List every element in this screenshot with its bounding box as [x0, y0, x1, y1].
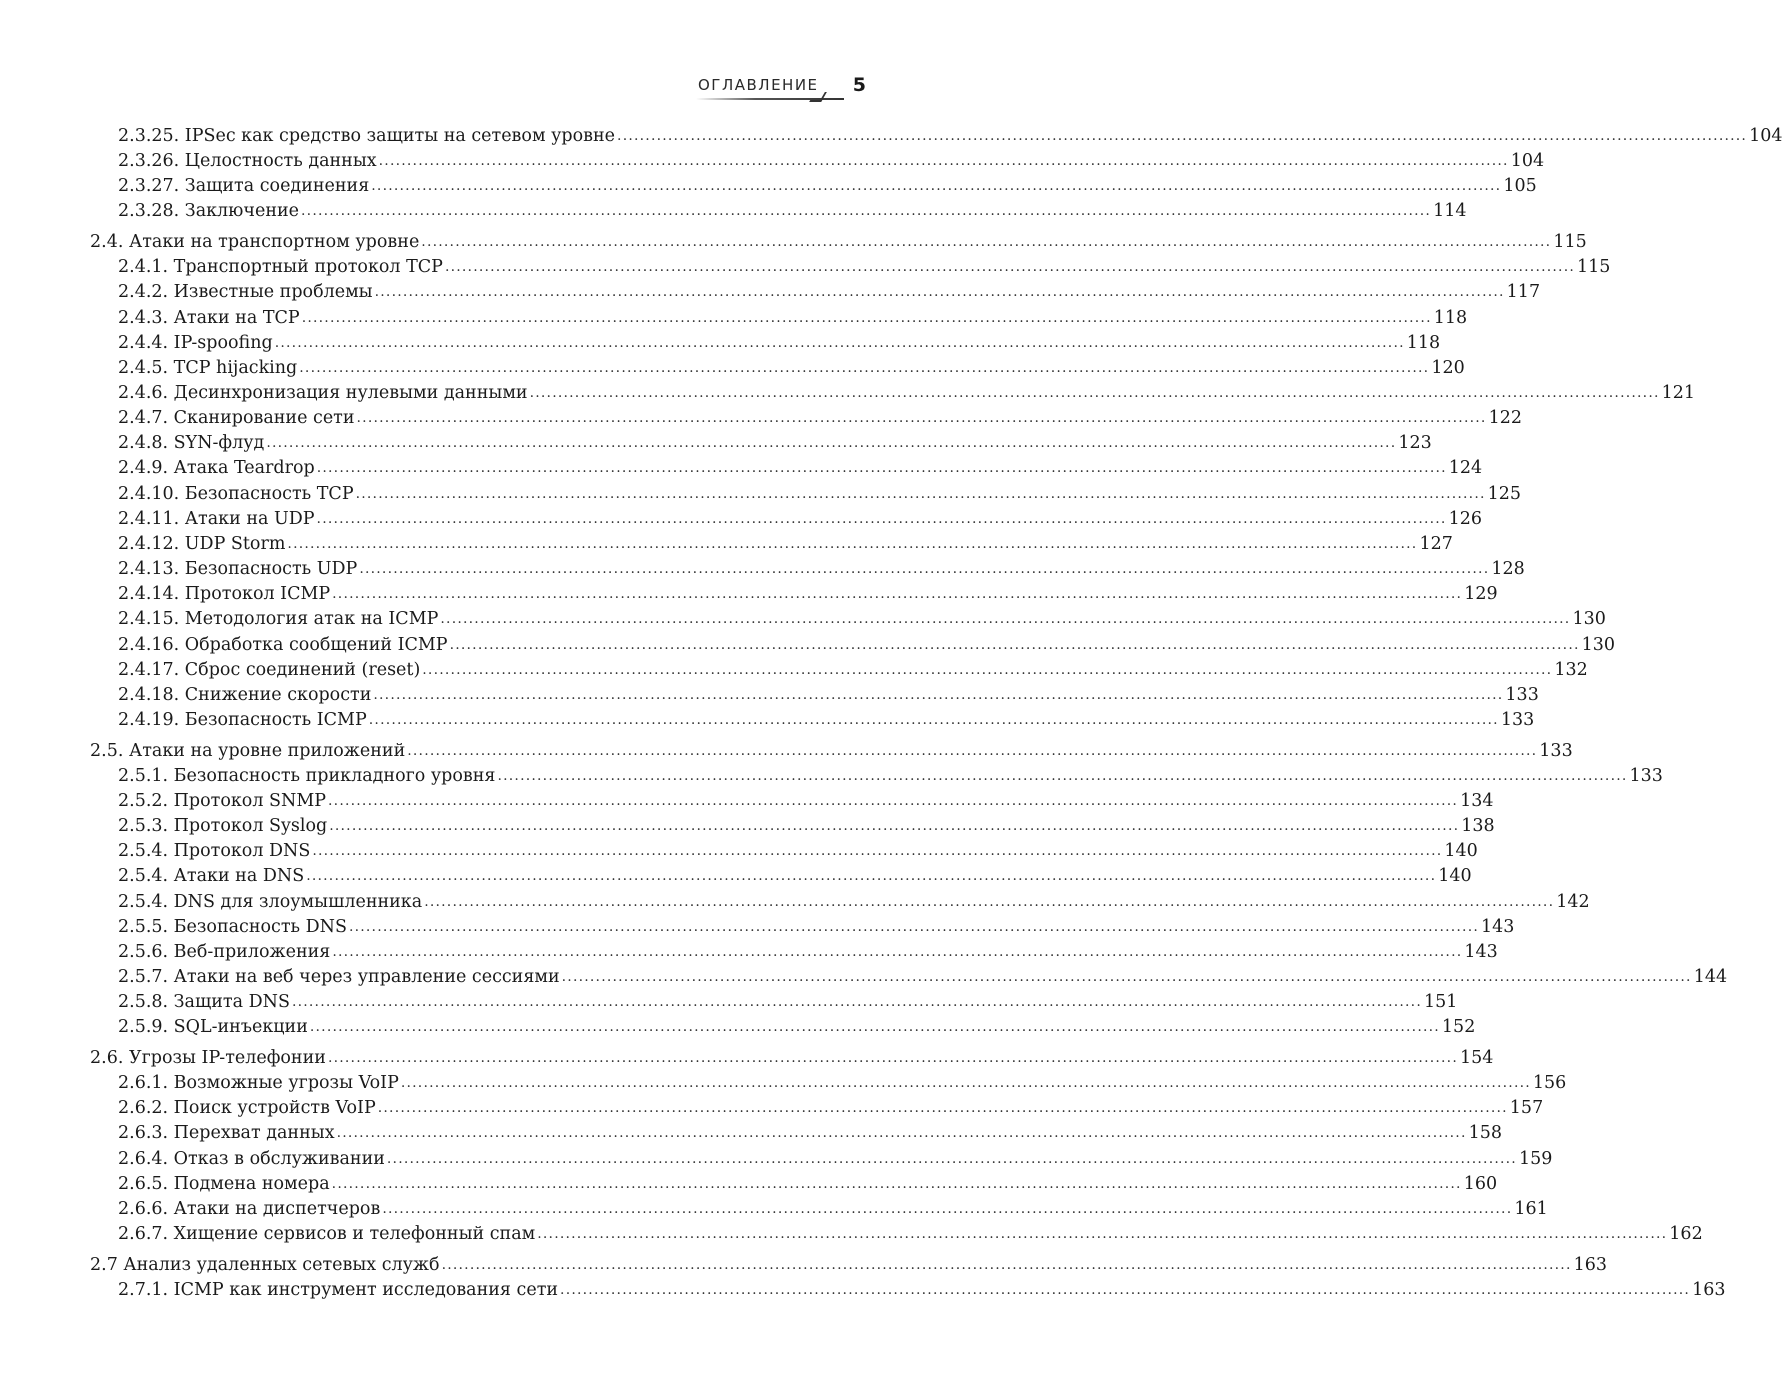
toc-subsection-entry: [118, 633, 1616, 658]
dot-leader: ........................................................................................................................................................................................................: [301, 203, 1432, 220]
entry-title: 2.4.9. Атака Teardrop: [118, 458, 315, 479]
dot-leader: ........................................................................................................................................................................................................: [328, 792, 1459, 809]
toc-subsection-entry: [118, 482, 1522, 507]
dot-leader: ........................................................................................................................................................................................................: [529, 385, 1660, 401]
dot-leader: ........................................................................................................................................................................................................: [374, 284, 1505, 301]
toc-subsection-entry: [118, 1071, 1567, 1096]
entry-page-number: 134: [1460, 790, 1494, 811]
dot-leader: ........................................................................................................................................................................................................: [331, 1175, 1462, 1192]
entry-page-number: 159: [1518, 1148, 1553, 1169]
entry-title: 2.6.7. Хищение сервисов и телефонный спам: [118, 1223, 536, 1244]
entry-title: 2.6.5. Подмена номера: [118, 1173, 330, 1194]
dot-leader: ........................................................................................................................................................................................................: [440, 611, 1571, 628]
entry-page-number: 130: [1572, 609, 1606, 630]
entry-page-number: 105: [1503, 176, 1537, 197]
entry-title: 2.5.4. DNS для злоумышленника: [118, 891, 423, 912]
toc-subsection-entry: [118, 658, 1588, 683]
entry-page-number: 125: [1487, 483, 1522, 504]
entry-page-number: 114: [1433, 201, 1467, 222]
toc-subsection-entry: [118, 1278, 1726, 1303]
entry-title: 2.4.17. Сброс соединений (reset): [118, 659, 421, 680]
entry-page-number: 120: [1431, 357, 1465, 378]
toc-subsection-entry: [118, 255, 1611, 280]
toc-subsection-entry: [118, 174, 1537, 199]
toc-subsection-entry: [118, 280, 1541, 305]
toc-section-entry: [90, 739, 1573, 764]
entry-page-number: 133: [1500, 709, 1535, 730]
toc-subsection-entry: [118, 607, 1606, 632]
entry-title: 2.5.4. Протокол DNS: [118, 841, 311, 862]
entry-title: 2.4.2. Известные проблемы: [118, 282, 373, 303]
entry-title: 2.6. Угрозы IP-телефонии: [90, 1047, 326, 1068]
entry-title: 2.4.11. Атаки на UDP: [118, 508, 315, 529]
entry-title: 2.4.15. Методология атак на ICMP: [118, 609, 439, 630]
entry-title: 2.3.27. Защита соединения: [118, 176, 370, 197]
entry-page-number: 104: [1510, 151, 1545, 172]
entry-page-number: 158: [1468, 1123, 1503, 1144]
entry-title: 2.5.2. Протокол SNMP: [118, 790, 327, 811]
dot-leader: ........................................................................................................................................................................................................: [327, 1049, 1458, 1066]
entry-page-number: 121: [1661, 383, 1696, 403]
toc-section-entry: [90, 1253, 1608, 1278]
entry-page-number: 115: [1553, 232, 1587, 253]
entry-title: 2.6.4. Отказ в обслуживании: [118, 1148, 385, 1169]
dot-leader: ........................................................................................................................................................................................................: [309, 1019, 1440, 1036]
entry-title: 2.4.12. UDP Storm: [118, 533, 286, 554]
toc-subsection-entry: [118, 915, 1515, 940]
toc-subsection-entry: [118, 839, 1478, 864]
dot-leader: ........................................................................................................................................................................................................: [371, 178, 1502, 195]
dot-leader: ........................................................................................................................................................................................................: [336, 1125, 1467, 1142]
dot-leader: ........................................................................................................................................................................................................: [348, 918, 1479, 935]
entry-page-number: 122: [1488, 408, 1522, 429]
dot-leader: ........................................................................................................................................................................................................: [424, 893, 1555, 910]
entry-title: 2.4. Атаки на транспортном уровне: [90, 232, 420, 253]
entry-page-number: 143: [1464, 941, 1498, 962]
entry-page-number: 126: [1448, 508, 1482, 529]
dot-leader: ........................................................................................................................................................................................................: [306, 868, 1437, 885]
toc-subsection-entry: [118, 532, 1453, 557]
entry-page-number: 128: [1491, 559, 1525, 580]
entry-page-number: 156: [1532, 1073, 1567, 1094]
entry-title: 2.4.5. TCP hijacking: [118, 357, 298, 378]
entry-title: 2.5.4. Атаки на DNS: [118, 866, 305, 887]
header-title: ОГЛАВЛЕНИЕ: [698, 76, 819, 94]
toc-subsection-entry: [118, 1096, 1544, 1121]
entry-title: 2.4.4. IP-spoofing: [118, 332, 273, 353]
entry-page-number: 127: [1419, 533, 1453, 554]
entry-page-number: 132: [1554, 659, 1588, 680]
toc-subsection-entry: [118, 708, 1535, 733]
toc-subsection-entry: [118, 431, 1432, 456]
page-number: 5: [852, 74, 866, 96]
toc-subsection-entry: [118, 199, 1467, 224]
dot-leader: ........................................................................................................................................................................................................: [617, 128, 1748, 144]
dot-leader: ........................................................................................................................................................................................................: [368, 711, 1499, 728]
entry-title: 2.4.18. Снижение скорости: [118, 684, 372, 705]
toc-subsection-entry: [118, 557, 1525, 582]
toc-subsection-entry: [118, 1015, 1476, 1040]
toc-subsection-entry: [118, 940, 1498, 965]
entry-page-number: 133: [1629, 765, 1663, 786]
entry-page-number: 160: [1463, 1173, 1498, 1194]
entry-title: 2.6.6. Атаки на диспетчеров: [118, 1198, 381, 1219]
entry-title: 2.6.1. Возможные угрозы VoIP: [118, 1073, 399, 1094]
entry-page-number: 144: [1693, 966, 1728, 987]
toc-subsection-entry: [118, 683, 1539, 708]
entry-title: 2.4.10. Безопасность TCP: [118, 483, 354, 504]
toc-subsection-entry: [118, 331, 1441, 356]
dot-leader: ........................................................................................................................................................................................................: [378, 153, 1509, 170]
entry-page-number: 152: [1441, 1017, 1476, 1038]
dot-leader: ........................................................................................................................................................................................................: [355, 485, 1486, 502]
dot-leader: ........................................................................................................................................................................................................: [329, 818, 1460, 835]
dot-leader: ........................................................................................................................................................................................................: [266, 435, 1397, 452]
entry-page-number: 157: [1509, 1098, 1544, 1119]
dot-leader: ........................................................................................................................................................................................................: [382, 1200, 1513, 1217]
entry-page-number: 163: [1573, 1254, 1608, 1275]
dot-leader: ........................................................................................................................................................................................................: [316, 460, 1447, 477]
toc-subsection-entry: [118, 507, 1482, 532]
entry-title: 2.4.13. Безопасность UDP: [118, 559, 358, 580]
toc-section-entry: [90, 230, 1587, 255]
entry-page-number: 142: [1556, 891, 1590, 912]
entry-page-number: 133: [1505, 684, 1539, 705]
dot-leader: ........................................................................................................................................................................................................: [537, 1225, 1668, 1242]
toc-subsection-entry: [118, 789, 1494, 814]
dot-leader: ........................................................................................................................................................................................................: [291, 994, 1422, 1011]
dot-leader: ........................................................................................................................................................................................................: [373, 686, 1504, 703]
entry-title: 2.4.7. Сканирование сети: [118, 408, 355, 429]
entry-page-number: 129: [1464, 584, 1498, 605]
toc-section-entry: [90, 1046, 1494, 1071]
entry-page-number: 133: [1539, 740, 1573, 761]
toc-subsection-entry: [118, 814, 1495, 839]
toc-subsection-entry: [118, 965, 1728, 990]
entry-title: 2.5.8. Защита DNS: [118, 992, 290, 1013]
toc-subsection-entry: [118, 1222, 1703, 1247]
dot-leader: ........................................................................................................................................................................................................: [377, 1100, 1508, 1117]
dot-leader: ........................................................................................................................................................................................................: [386, 1150, 1517, 1167]
entry-page-number: 138: [1461, 816, 1495, 837]
dot-leader: ........................................................................................................................................................................................................: [332, 943, 1463, 960]
entry-title: 2.3.25. IPSec как средство защиты на сетевом уровне: [118, 126, 616, 146]
dot-leader: ........................................................................................................................................................................................................: [400, 1075, 1531, 1092]
entry-page-number: 104: [1749, 126, 1783, 146]
toc-subsection-entry: [118, 456, 1483, 481]
entry-title: 2.7 Анализ удаленных сетевых служб: [90, 1254, 440, 1275]
dot-leader: ........................................................................................................................................................................................................: [359, 561, 1490, 578]
dot-leader: ........................................................................................................................................................................................................: [316, 510, 1447, 527]
dot-leader: ........................................................................................................................................................................................................: [274, 334, 1405, 351]
entry-page-number: 117: [1506, 282, 1541, 303]
entry-title: 2.4.8. SYN-флуд: [118, 433, 265, 454]
dot-leader: ........................................................................................................................................................................................................: [299, 359, 1430, 376]
dot-leader: ........................................................................................................................................................................................................: [422, 661, 1553, 678]
entry-page-number: 115: [1577, 257, 1611, 278]
toc-subsection-entry: [118, 356, 1465, 381]
toc-subsection-entry: [118, 1121, 1503, 1146]
entry-title: 2.5. Атаки на уровне приложений: [90, 740, 406, 761]
entry-page-number: 118: [1433, 307, 1468, 328]
entry-title: 2.6.3. Перехват данных: [118, 1123, 335, 1144]
entry-title: 2.6.2. Поиск устройств VoIP: [118, 1098, 376, 1119]
entry-title: 2.5.1. Безопасность прикладного уровня: [118, 765, 496, 786]
entry-title: 2.4.16. Обработка сообщений ICMP: [118, 634, 448, 655]
entry-page-number: 154: [1459, 1047, 1494, 1068]
entry-page-number: 140: [1444, 841, 1478, 862]
entry-title: 2.5.3. Протокол Syslog: [118, 816, 328, 837]
toc-subsection-entry: [118, 124, 1783, 149]
entry-title: 2.5.6. Веб-приложения: [118, 941, 331, 962]
toc-subsection-entry: [118, 1197, 1548, 1222]
entry-title: 2.5.9. SQL-инъекции: [118, 1017, 308, 1038]
toc-subsection-entry: [118, 990, 1458, 1015]
toc-subsection-entry: [118, 406, 1522, 431]
dot-leader: ........................................................................................................................................................................................................: [407, 742, 1538, 759]
dot-leader: ........................................................................................................................................................................................................: [560, 1281, 1691, 1298]
dot-leader: ........................................................................................................................................................................................................: [497, 767, 1628, 784]
entry-title: 2.7.1. ICMP как инструмент исследования сети: [118, 1279, 559, 1300]
entry-title: 2.4.1. Транспортный протокол TCP: [118, 257, 443, 278]
toc-subsection-entry: [118, 1147, 1553, 1172]
entry-page-number: 161: [1514, 1198, 1548, 1219]
toc-subsection-entry: [118, 582, 1498, 607]
entry-page-number: 162: [1669, 1223, 1703, 1244]
entry-page-number: 151: [1423, 992, 1458, 1013]
dot-leader: ........................................................................................................................................................................................................: [356, 410, 1487, 427]
entry-title: 2.4.19. Безопасность ICMP: [118, 709, 367, 730]
dot-leader: ........................................................................................................................................................................................................: [287, 535, 1418, 552]
dot-leader: ........................................................................................................................................................................................................: [301, 309, 1432, 326]
toc-subsection-entry: [118, 890, 1590, 915]
toc-subsection-entry: [118, 149, 1545, 174]
entry-title: 2.5.7. Атаки на веб через управление сессиями: [118, 966, 560, 987]
entry-page-number: 123: [1398, 433, 1432, 454]
entry-page-number: 118: [1406, 332, 1441, 353]
toc-subsection-entry: [118, 1172, 1498, 1197]
entry-page-number: 130: [1581, 634, 1616, 655]
entry-page-number: 124: [1448, 458, 1483, 479]
running-header: [686, 70, 866, 110]
entry-title: 2.4.6. Десинхронизация нулевыми данными: [118, 383, 528, 403]
toc-subsection-entry: [118, 764, 1663, 789]
entry-page-number: 163: [1692, 1279, 1726, 1300]
dot-leader: ........................................................................................................................................................................................................: [441, 1256, 1572, 1273]
dot-leader: ........................................................................................................................................................................................................: [332, 586, 1463, 603]
dot-leader: ........................................................................................................................................................................................................: [444, 259, 1575, 276]
entry-title: 2.3.26. Целостность данных: [118, 151, 377, 172]
dot-leader: ........................................................................................................................................................................................................: [312, 843, 1443, 860]
toc-subsection-entry: [118, 306, 1468, 331]
dot-leader: ........................................................................................................................................................................................................: [561, 968, 1692, 985]
entry-page-number: 143: [1481, 916, 1515, 937]
entry-title: 2.5.5. Безопасность DNS: [118, 916, 347, 937]
entry-title: 2.3.28. Заключение: [118, 201, 300, 222]
entry-title: 2.4.3. Атаки на TCP: [118, 307, 300, 328]
entry-title: 2.4.14. Протокол ICMP: [118, 584, 331, 605]
dot-leader: ........................................................................................................................................................................................................: [449, 636, 1580, 653]
dot-leader: ........................................................................................................................................................................................................: [421, 234, 1552, 251]
toc-subsection-entry: [118, 864, 1472, 889]
entry-page-number: 140: [1438, 866, 1472, 887]
toc-subsection-entry: [118, 381, 1696, 406]
